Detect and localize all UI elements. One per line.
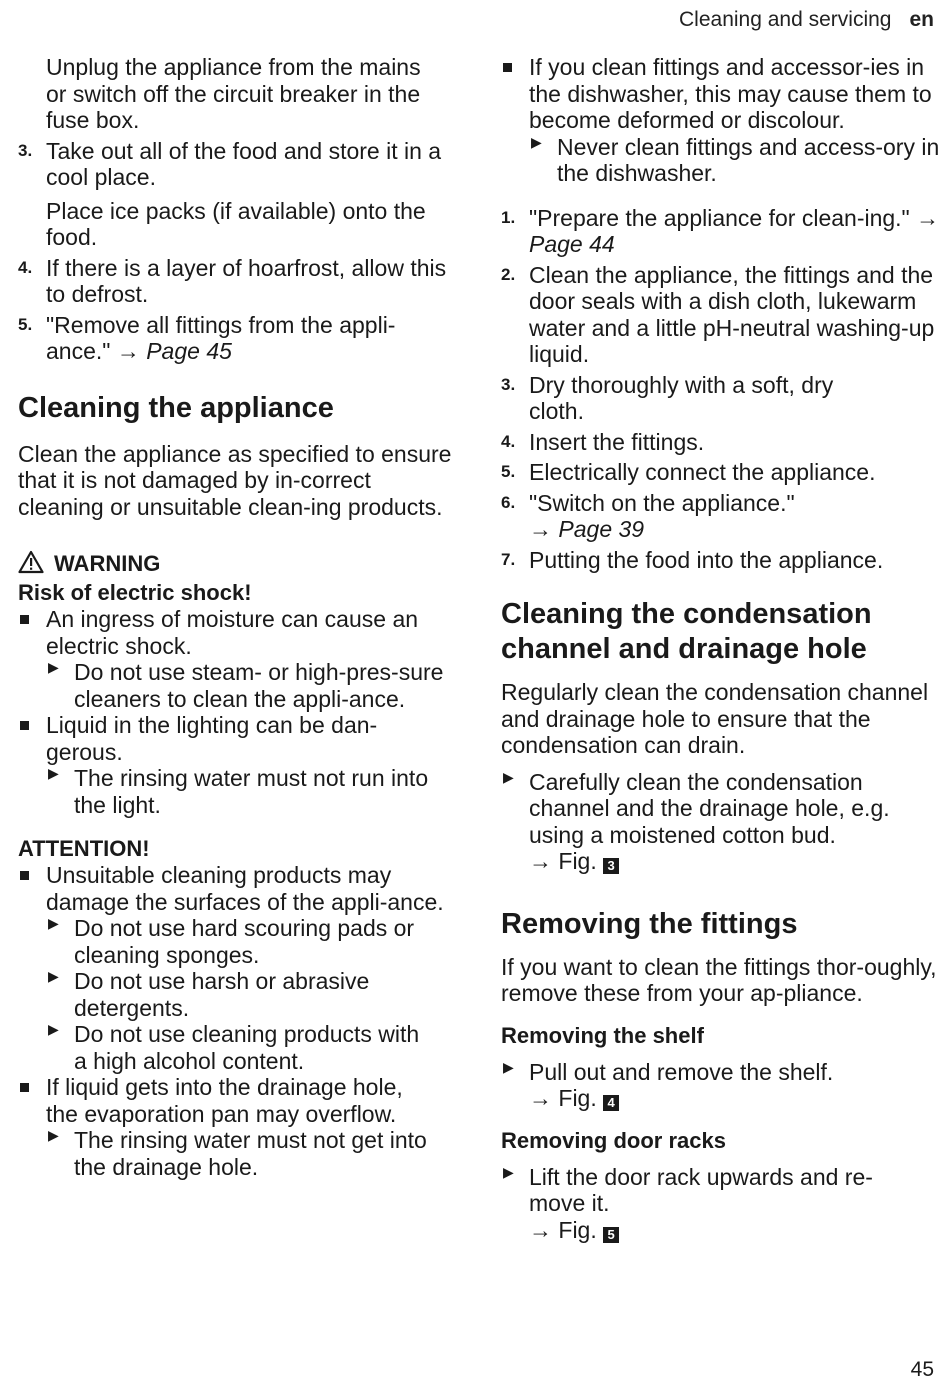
- warning-label-row: [18, 550, 458, 580]
- square-bullet-icon: [503, 63, 512, 72]
- step-number: 4.: [501, 431, 516, 451]
- condensation-intro: Regularly clean the condensation channel and drainage hole to ensure that the condensation can drain.: [501, 679, 929, 758]
- door-racks-action-text: Lift the door rack upwards and re-move it.: [529, 1163, 873, 1216]
- cleaning-step-4: [501, 429, 941, 456]
- shelf-action: [501, 1059, 941, 1112]
- warning-item: [18, 606, 458, 659]
- attention-action: [18, 968, 458, 1021]
- step-text-main: "Prepare the appliance for clean-ing." →: [529, 204, 940, 231]
- figure-reference-prefix: → Fig.: [529, 1085, 597, 1111]
- page-reference-link[interactable]: Page 44: [529, 231, 615, 257]
- triangle-bullet-icon: ▶: [48, 1127, 59, 1143]
- left-column: [18, 54, 458, 1180]
- figure-number-badge: 4: [603, 1095, 619, 1111]
- square-bullet-icon: [20, 721, 29, 730]
- step-5: [18, 312, 458, 365]
- cleaning-step-1: [501, 205, 941, 258]
- warning-action: [18, 659, 458, 712]
- caution-action-text: Never clean fittings and access-ory in the dishwasher.: [557, 133, 940, 186]
- step-text: Insert the fittings.: [529, 428, 705, 455]
- figure-reference[interactable]: [529, 1085, 941, 1112]
- cleaning-step-3: [501, 372, 941, 425]
- warning-item-text: Liquid in the lighting can be dan-gerous.: [46, 712, 378, 765]
- attention-box: [18, 836, 458, 1180]
- triangle-bullet-icon: ▶: [48, 915, 59, 931]
- warning-box: [18, 550, 458, 818]
- header-section-title: Cleaning and servicing: [679, 8, 892, 31]
- cleaning-step-5: [501, 459, 941, 486]
- page-number: 45: [910, 1358, 934, 1381]
- step-number: 6.: [501, 492, 516, 512]
- attention-action-text: The rinsing water must not get into the drainage hole.: [74, 1127, 427, 1180]
- page-reference-link[interactable]: Page 39: [558, 516, 645, 542]
- removing-fittings-intro: If you want to clean the fittings thor-oughly, remove these from your ap-pliance.: [501, 953, 937, 1006]
- cleaning-step-7: [501, 547, 941, 574]
- square-bullet-icon: [20, 615, 29, 624]
- triangle-bullet-icon: ▶: [531, 133, 542, 150]
- shelf-action-text: Pull out and remove the shelf.: [529, 1058, 834, 1085]
- step-text: [529, 205, 941, 258]
- condensation-heading: Cleaning the condensation channel and drainage hole: [501, 598, 872, 665]
- caution-action: [501, 134, 941, 187]
- condensation-action: [501, 769, 941, 875]
- figure-number-badge: 3: [603, 858, 619, 874]
- step-number: 4.: [18, 257, 33, 277]
- step-number: 3.: [501, 374, 516, 394]
- attention-action-text: Do not use hard scouring pads or cleaning sponges.: [74, 915, 415, 968]
- warning-item-text: An ingress of moisture can cause an electric shock.: [46, 606, 419, 659]
- running-header: [679, 8, 934, 32]
- warning-action-text: Do not use steam- or high-pres-sure cleaners to clean the appli-ance.: [74, 659, 444, 712]
- step-reference: → Page 39: [529, 516, 645, 542]
- removing-door-racks-heading: Removing door racks: [501, 1127, 726, 1153]
- triangle-bullet-icon: ▶: [503, 1163, 514, 1180]
- attention-action: [18, 1127, 458, 1180]
- cleaning-appliance-intro: Clean the appliance as specified to ensure that it is not damaged by in-correct cleaning or unsuitable clean-ing products.: [18, 440, 452, 520]
- triangle-bullet-icon: ▶: [48, 1021, 59, 1037]
- figure-reference[interactable]: [529, 1217, 941, 1244]
- header-language: en: [909, 8, 934, 31]
- step-text-main: "Remove all fittings from the appli-ance." →: [46, 311, 396, 364]
- step-text: If there is a layer of hoarfrost, allow this to defrost.: [46, 254, 447, 307]
- cleaning-step-6: [501, 490, 941, 543]
- warning-action: [18, 765, 458, 818]
- removing-fittings-heading: Removing the fittings: [501, 907, 798, 940]
- caution-item: [501, 54, 941, 134]
- cleaning-step-2: [501, 262, 941, 368]
- step-number: 7.: [501, 549, 516, 569]
- triangle-bullet-icon: ▶: [503, 1058, 514, 1075]
- attention-action-text: Do not use cleaning products with a high alcohol content.: [74, 1021, 420, 1074]
- figure-reference[interactable]: [529, 848, 941, 875]
- attention-item-text: Unsuitable cleaning products may damage the surfaces of the appli-ance.: [46, 862, 444, 915]
- door-racks-action: [501, 1164, 941, 1244]
- step-text: Putting the food into the appliance.: [529, 546, 884, 573]
- figure-reference-prefix: → Fig.: [529, 848, 597, 874]
- attention-item: [18, 862, 458, 915]
- triangle-bullet-icon: ▶: [48, 968, 59, 984]
- right-column: [501, 54, 941, 1243]
- attention-title: ATTENTION!: [18, 836, 150, 861]
- square-bullet-icon: [20, 1083, 29, 1092]
- attention-item-text: If liquid gets into the drainage hole, the evaporation pan may overflow.: [46, 1074, 403, 1127]
- warning-action-text: The rinsing water must not run into the light.: [74, 765, 429, 818]
- figure-reference-prefix: → Fig.: [529, 1216, 597, 1243]
- step-number: 2.: [501, 264, 516, 284]
- step-text: Take out all of the food and store it in a cool place.: [46, 137, 442, 190]
- triangle-bullet-icon: ▶: [48, 659, 59, 675]
- attention-action-text: Do not use harsh or abrasive detergents.: [74, 968, 370, 1021]
- warning-title: Risk of electric shock!: [18, 580, 252, 605]
- step-text: Electrically connect the appliance.: [529, 459, 876, 485]
- intro-continued: Unplug the appliance from the mains or switch off the circuit breaker in the fuse box.: [46, 54, 421, 133]
- step-text: [46, 312, 458, 365]
- page-reference-link[interactable]: Page 45: [146, 338, 232, 364]
- triangle-bullet-icon: ▶: [503, 768, 514, 785]
- step-text: Dry thoroughly with a soft, dry cloth.: [529, 371, 834, 424]
- step-note: Place ice packs (if available) onto the food.: [46, 197, 426, 250]
- triangle-bullet-icon: ▶: [48, 765, 59, 781]
- warning-label: WARNING: [54, 551, 161, 576]
- step-text: Clean the appliance, the fittings and the door seals with a dish cloth, lukewarm water and a little pH-neutral washing-up liquid.: [529, 261, 935, 367]
- figure-number-badge: 5: [603, 1227, 619, 1243]
- step-number: 5.: [501, 462, 516, 481]
- warning-triangle-icon: [18, 550, 44, 580]
- cleaning-appliance-heading: Cleaning the appliance: [18, 391, 334, 424]
- step-number: 5.: [18, 314, 33, 334]
- caution-item-text: If you clean fittings and accessor-ies in the dishwasher, this may cause them to become deformed or discolour.: [529, 54, 932, 133]
- step-4: [18, 255, 458, 308]
- step-number: 1.: [501, 207, 516, 227]
- attention-action: [18, 1021, 458, 1074]
- step-number: 3.: [18, 140, 33, 160]
- removing-shelf-heading: Removing the shelf: [501, 1022, 704, 1048]
- square-bullet-icon: [20, 871, 29, 880]
- attention-action: [18, 915, 458, 968]
- warning-item: [18, 712, 458, 765]
- step-3: [18, 138, 458, 251]
- step-text: "Switch on the appliance.": [529, 489, 795, 516]
- attention-item: [18, 1074, 458, 1127]
- condensation-action-text: Carefully clean the condensation channel and the drainage hole, e.g. using a moistened cotton bud.: [529, 768, 890, 848]
